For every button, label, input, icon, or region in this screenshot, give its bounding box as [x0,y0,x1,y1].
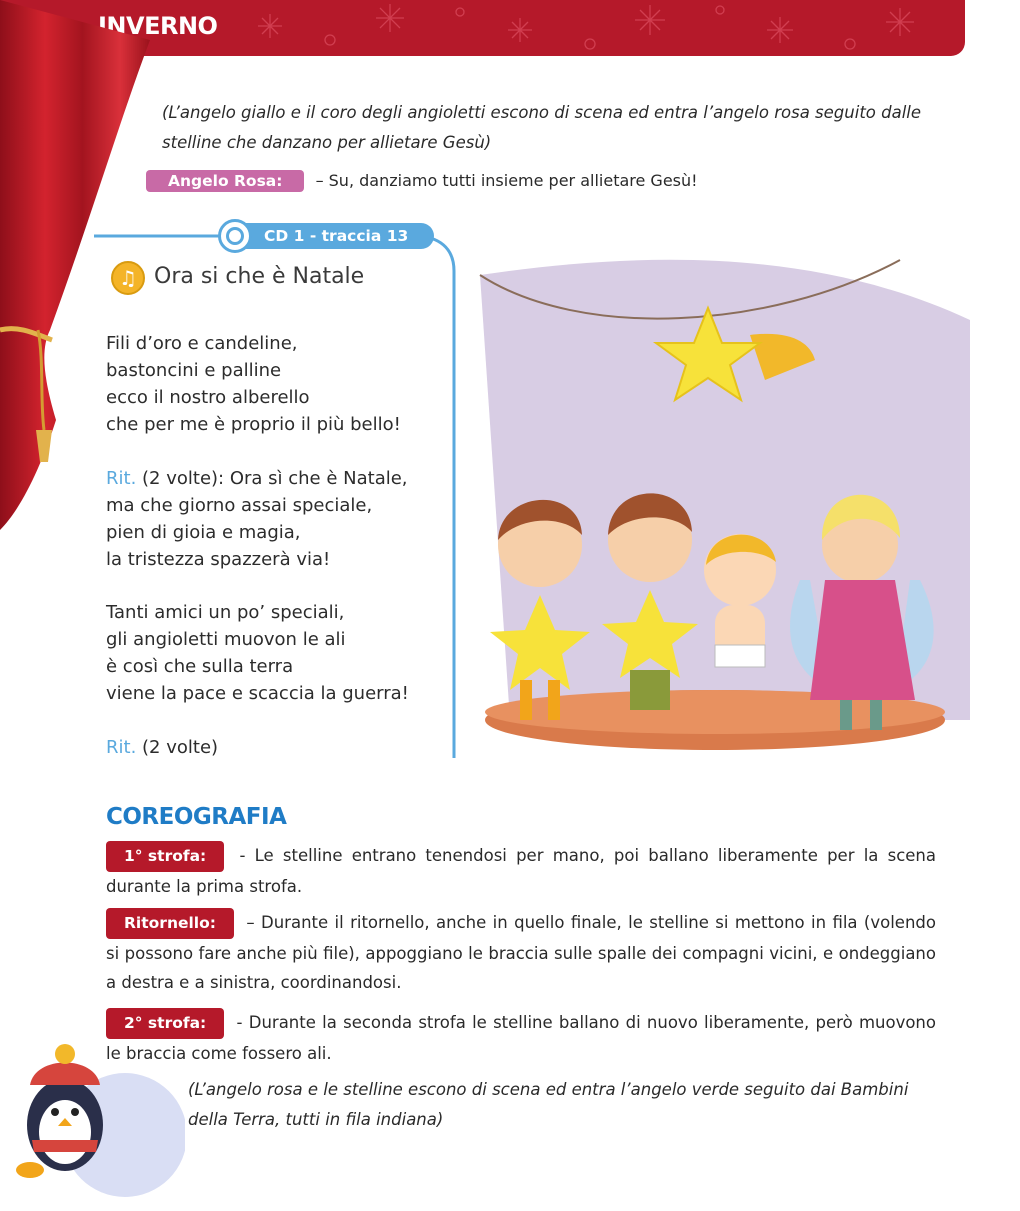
lyric-line: Fili d’oro e candeline, [106,333,298,354]
dialogue-text: – Su, danziamo tutti insieme per allietare Gesù! [315,171,698,190]
dialogue-line [146,170,698,192]
lyrics-final [106,734,218,761]
role-tag: Angelo Rosa: [146,170,304,192]
chorus-label: Rit. [106,468,137,489]
stage-direction: (L’angelo giallo e il coro degli angioletti escono di scena ed entra l’angelo rosa seguito dalle stelline che danzano per allietare Gesù) [162,103,922,152]
penguin-illustration [10,1040,185,1200]
cd-icon-center [226,227,244,245]
lyric-line: ma che giorno assai speciale, [106,495,373,516]
lyric-line: la tristezza spazzerà via! [106,549,331,570]
step-text: - Le stelline entrano tenendosi per mano, poi ballano liberamente per la scena durante la prima strofa. [106,846,936,896]
choreography-step-2 [106,908,936,997]
section-title: INVERNO [98,12,218,40]
lyric-line: pien di gioia e magia, [106,522,301,543]
lyric-line: è così che sulla terra [106,656,294,677]
lyric-line: che per me è proprio il più bello! [106,414,401,435]
stage-illustration [470,250,1000,775]
lyric-line: bastoncini e palline [106,360,282,381]
choreography-title: COREOGRAFIA [106,804,287,830]
lyrics-verse-2 [106,599,409,707]
lyric-line [106,465,408,492]
cd-track-label: CD 1 - traccia 13 [238,223,434,249]
choreography-step-3 [106,1008,936,1068]
chorus-note: (2 volte): Ora sì che è Natale, [136,468,408,489]
step-tag: Ritornello: [106,908,234,939]
lyrics-chorus [106,465,408,573]
lyric-line: Tanti amici un po’ speciali, [106,602,345,623]
final-chorus-label: Rit. [106,737,137,758]
lyric-line: ecco il nostro alberello [106,387,310,408]
step-tag: 2° strofa: [106,1008,224,1039]
lyrics-verse-1 [106,330,401,438]
step-text: – Durante il ritornello, anche in quello finale, le stelline si mettono in fila (volendo si possono fare anche più file), appoggiano le braccia sulle spalle dei compagni vicini, e ondeggiano a destra e a sinistra, coordinandosi. [106,913,936,992]
song-title: Ora si che è Natale [154,264,365,289]
choreography-step-1 [106,841,936,901]
step-tag: 1° strofa: [106,841,224,872]
music-note-icon: ♫ [111,261,145,295]
stage-direction-final: (L’angelo rosa e le stelline escono di scena ed entra l’angelo verde seguito dai Bambini della Terra, tutti in fila indiana) [188,1080,909,1129]
final-chorus-note: (2 volte) [136,737,219,758]
step-text: - Durante la seconda strofa le stelline ballano di nuovo liberamente, però muovono le braccia come fossero ali. [106,1013,936,1063]
lyric-line: viene la pace e scaccia la guerra! [106,683,409,704]
lyric-line: gli angioletti muovon le ali [106,629,346,650]
